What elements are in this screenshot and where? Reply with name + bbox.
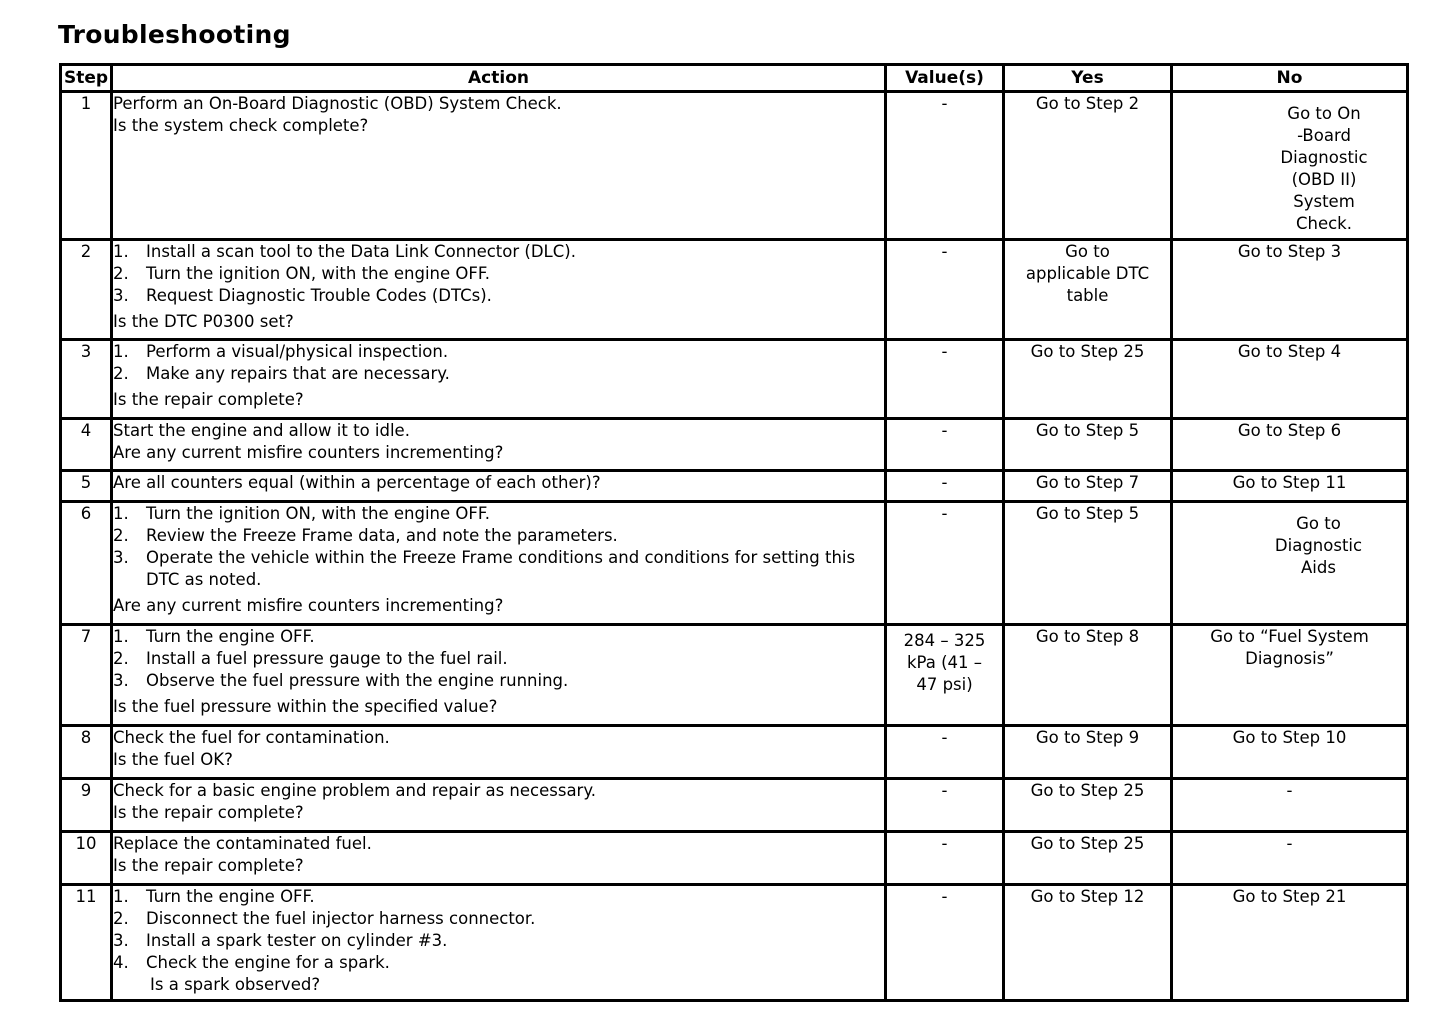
action-question: Are all counters equal (within a percentage of each other)?	[113, 473, 601, 492]
no-text: Go to	[1296, 514, 1341, 533]
list-item-number: 3.	[113, 671, 129, 690]
no-text: (OBD II)	[1291, 170, 1357, 189]
table-row	[61, 885, 1408, 1001]
no-cell	[1172, 779, 1408, 832]
action-question: Are any current misfire counters incrementing?	[113, 596, 504, 615]
list-item-number: 3.	[113, 548, 129, 567]
value-cell: 284 – 325 kPa (41 – 47 psi)	[886, 625, 1004, 726]
yes-text: Go to Step 9	[1035, 728, 1140, 747]
action-cell	[112, 779, 886, 832]
yes-cell	[1004, 502, 1172, 625]
table-row	[61, 502, 1408, 625]
action-cell	[112, 240, 886, 340]
table-row	[61, 779, 1408, 832]
list-item-text: Install a spark tester on cylinder #3.	[146, 931, 448, 950]
list-item-text: Install a fuel pressure gauge to the fuel rail.	[146, 649, 508, 668]
table-row	[61, 240, 1408, 340]
no-cell	[1172, 340, 1408, 419]
no-text: Diagnostic	[1274, 536, 1363, 555]
troubleshooting-table	[59, 63, 1409, 1002]
step-number: 11	[61, 885, 112, 1001]
list-item-number: 1.	[113, 242, 129, 261]
list-item-text: Turn the ignition ON, with the engine OFF.	[146, 264, 490, 283]
no-text: Go to Step 21	[1232, 887, 1347, 906]
no-cell	[1172, 832, 1408, 885]
action-list-item	[113, 503, 884, 525]
list-item-text: Observe the fuel pressure with the engine running.	[146, 671, 569, 690]
list-item-number: 1.	[113, 887, 129, 906]
yes-text: Go to Step 12	[1030, 887, 1145, 906]
action-list-item	[113, 886, 884, 908]
value-cell: -	[886, 92, 1004, 240]
action-text: Replace the contaminated fuel.	[113, 834, 372, 853]
action-cell	[112, 625, 886, 726]
list-item-text: Turn the engine OFF.	[146, 887, 315, 906]
no-cell	[1172, 625, 1408, 726]
step-number: 7	[61, 625, 112, 726]
table-row	[61, 625, 1408, 726]
list-item-number: 2.	[113, 364, 129, 383]
step-number: 10	[61, 832, 112, 885]
action-text: Perform an On-Board Diagnostic (OBD) System Check.	[113, 94, 562, 113]
header-no: No	[1172, 65, 1408, 92]
step-number: 1	[61, 92, 112, 240]
no-text: Go to Step 6	[1237, 421, 1342, 440]
yes-cell	[1004, 779, 1172, 832]
no-text: Diagnosis”	[1245, 649, 1334, 668]
table-row	[61, 419, 1408, 471]
step-number: 5	[61, 471, 112, 502]
no-text: Go to Step 11	[1232, 473, 1347, 492]
value-cell: -	[886, 885, 1004, 1001]
action-list-item	[113, 908, 884, 930]
action-cell	[112, 885, 886, 1001]
yes-text: Go to	[1065, 242, 1110, 261]
yes-cell	[1004, 471, 1172, 502]
list-item-text: Check the engine for a spark.	[146, 953, 390, 972]
action-list-item	[113, 930, 884, 952]
no-cell	[1172, 471, 1408, 502]
action-question: Is the repair complete?	[113, 856, 304, 875]
action-cell	[112, 832, 886, 885]
yes-text: applicable DTC	[1025, 264, 1150, 283]
no-text: -Board	[1297, 126, 1351, 145]
table-row	[61, 726, 1408, 779]
no-cell	[1172, 92, 1408, 240]
action-question: Is the repair complete?	[113, 390, 304, 409]
list-item-number: 2.	[113, 649, 129, 668]
list-item-number: 1.	[113, 504, 129, 523]
table-row	[61, 340, 1408, 419]
action-question: Is the fuel OK?	[113, 750, 233, 769]
no-text: Go to Step 4	[1237, 342, 1342, 361]
yes-text: Go to Step 25	[1030, 834, 1145, 853]
yes-text: Go to Step 8	[1035, 627, 1140, 646]
yes-cell	[1004, 726, 1172, 779]
no-text: Diagnostic	[1280, 148, 1368, 167]
list-item-number: 3.	[113, 931, 129, 950]
action-text: Check the fuel for contamination.	[113, 728, 390, 747]
step-number: 2	[61, 240, 112, 340]
no-cell	[1172, 419, 1408, 471]
action-cell	[112, 419, 886, 471]
header-yes: Yes	[1004, 65, 1172, 92]
list-item-number: 3.	[113, 286, 129, 305]
action-cell	[112, 726, 886, 779]
action-cell	[112, 340, 886, 419]
action-list-item	[113, 285, 884, 307]
value-cell: -	[886, 340, 1004, 419]
no-text: -	[1286, 834, 1293, 853]
page-title: Troubleshooting	[58, 20, 291, 49]
list-item-text: Install a scan tool to the Data Link Connector (DLC).	[146, 242, 576, 261]
yes-text: Go to Step 5	[1035, 504, 1140, 523]
list-item-text: Turn the engine OFF.	[146, 627, 315, 646]
step-number: 6	[61, 502, 112, 625]
yes-cell	[1004, 885, 1172, 1001]
action-list-item	[113, 241, 884, 263]
yes-cell	[1004, 240, 1172, 340]
list-item-text: Disconnect the fuel injector harness connector.	[146, 909, 536, 928]
list-item-text: Perform a visual/physical inspection.	[146, 342, 449, 361]
no-cell	[1172, 502, 1408, 625]
value-cell: -	[886, 471, 1004, 502]
action-question: Is the fuel pressure within the specified value?	[113, 697, 498, 716]
yes-cell	[1004, 625, 1172, 726]
no-text: Go to Step 3	[1237, 242, 1342, 261]
no-text: Go to Step 10	[1232, 728, 1347, 747]
no-text: Aids	[1301, 558, 1336, 577]
list-item-text: Request Diagnostic Trouble Codes (DTCs).	[146, 286, 492, 305]
action-question: Is the DTC P0300 set?	[113, 312, 294, 331]
no-cell	[1172, 726, 1408, 779]
action-question: Is the system check complete?	[113, 116, 369, 135]
list-item-text: Make any repairs that are necessary.	[146, 364, 450, 383]
action-list-item	[113, 626, 884, 648]
step-number: 9	[61, 779, 112, 832]
no-text: Go to On	[1287, 104, 1361, 123]
no-text: System	[1293, 192, 1355, 211]
action-cell	[112, 471, 886, 502]
list-item-number: 2.	[113, 909, 129, 928]
action-question: Is the repair complete?	[113, 803, 304, 822]
step-number: 4	[61, 419, 112, 471]
action-list-item	[113, 363, 884, 385]
action-list-item	[113, 263, 884, 285]
yes-text: Go to Step 5	[1035, 421, 1140, 440]
no-cell	[1172, 240, 1408, 340]
list-item-text: Operate the vehicle within the Freeze Frame conditions and conditions for setting this DTC as noted.	[146, 548, 856, 589]
action-question: Are any current misfire counters incrementing?	[113, 443, 504, 462]
action-list-item	[113, 670, 884, 692]
yes-cell	[1004, 92, 1172, 240]
value-cell: -	[886, 419, 1004, 471]
no-text: Go to “Fuel System	[1210, 627, 1369, 646]
table-row	[61, 832, 1408, 885]
action-cell	[112, 92, 886, 240]
list-item-text: Review the Freeze Frame data, and note the parameters.	[146, 526, 618, 545]
list-item-number: 1.	[113, 627, 129, 646]
action-question: Is a spark observed?	[150, 975, 321, 994]
action-list-item	[113, 547, 884, 591]
value-cell: -	[886, 832, 1004, 885]
step-number: 8	[61, 726, 112, 779]
yes-text: Go to Step 7	[1035, 473, 1140, 492]
table-row	[61, 471, 1408, 502]
yes-cell	[1004, 340, 1172, 419]
action-cell	[112, 502, 886, 625]
value-cell: -	[886, 779, 1004, 832]
step-number: 3	[61, 340, 112, 419]
yes-text: Go to Step 25	[1030, 781, 1145, 800]
action-text: Start the engine and allow it to idle.	[113, 421, 410, 440]
list-item-number: 2.	[113, 264, 129, 283]
list-item-number: 2.	[113, 526, 129, 545]
yes-cell	[1004, 832, 1172, 885]
yes-text: table	[1066, 286, 1109, 305]
header-action: Action	[112, 65, 886, 92]
no-text: -	[1286, 781, 1293, 800]
list-item-number: 4.	[113, 953, 129, 972]
value-cell: -	[886, 240, 1004, 340]
action-text: Check for a basic engine problem and repair as necessary.	[113, 781, 596, 800]
value-cell: -	[886, 502, 1004, 625]
table-header-row	[61, 65, 1408, 92]
yes-cell	[1004, 419, 1172, 471]
no-text: Check.	[1295, 214, 1352, 233]
yes-text: Go to Step 25	[1030, 342, 1145, 361]
list-item-text: Turn the ignition ON, with the engine OFF.	[146, 504, 490, 523]
table-row	[61, 92, 1408, 240]
yes-text: Go to Step 2	[1035, 94, 1140, 113]
header-values: Value(s)	[886, 65, 1004, 92]
action-list-item	[113, 648, 884, 670]
value-cell: -	[886, 726, 1004, 779]
list-item-number: 1.	[113, 342, 129, 361]
action-list-item	[113, 952, 884, 974]
action-list-item	[113, 341, 884, 363]
no-cell	[1172, 885, 1408, 1001]
action-list-item	[113, 525, 884, 547]
header-step: Step	[61, 65, 112, 92]
